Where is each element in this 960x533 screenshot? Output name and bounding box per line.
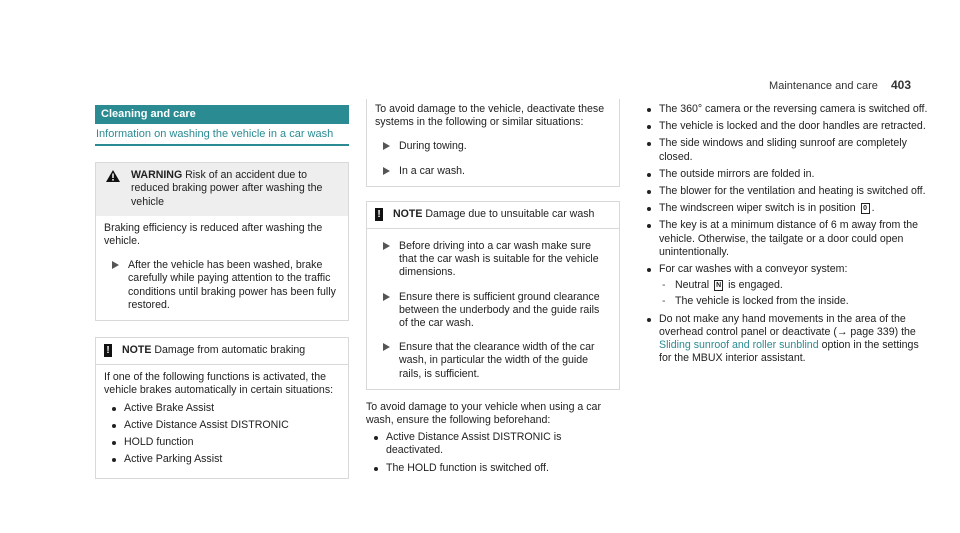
note-header: [367, 202, 619, 229]
wiper-position-key: 0: [861, 203, 870, 214]
warning-step: [104, 259, 340, 312]
page-number: 403: [890, 78, 911, 92]
warning-label: WARNING: [131, 169, 183, 182]
checklist: [639, 103, 929, 365]
note-body: [367, 240, 619, 389]
list-item: The blower for the ventilation and heating is switched off.: [639, 185, 929, 198]
column-right: [639, 99, 929, 369]
list-item: The 360° camera or the reversing camera is switched off.: [639, 103, 929, 116]
section-title: Maintenance and care: [769, 80, 878, 92]
sublist-item: - Neutral N is engaged.: [662, 279, 783, 292]
note-step: Ensure there is sufficient ground clearance between the underbody and the guide rails of the car wash.: [375, 291, 611, 331]
note-label: NOTE: [122, 344, 152, 357]
sunroof-setting-link[interactable]: Sliding sunroof and roller sunblind: [659, 339, 819, 352]
column-left: [95, 105, 349, 479]
deactivate-body: [367, 99, 619, 186]
list-item: The key is at a minimum distance of 6 m away from the vehicle. Otherwise, the tailgate or a door could open unintentionally.: [639, 219, 929, 259]
warning-header: [96, 163, 348, 216]
note-body: [96, 365, 348, 478]
note-step: Ensure that the clearance width of the car wash, in particular the width of the guide rails, is sufficient.: [375, 341, 611, 381]
preparation-paragraph: To avoid damage to your vehicle when using a car wash, ensure the following beforehand:: [366, 400, 601, 427]
note-exclamation-icon: !: [104, 344, 112, 357]
list-item: For car washes with a conveyor system: - Neutral N is engaged. - The vehicle is locked from the inside.: [639, 263, 929, 309]
sublist-item: - The vehicle is locked from the inside.: [662, 295, 849, 308]
note-box-braking: [95, 337, 349, 479]
warning-body: [96, 216, 348, 320]
note-box-carwash: [366, 201, 620, 390]
list-item: The HOLD function is switched off.: [366, 462, 620, 475]
neutral-gear-key: N: [716, 281, 722, 289]
list-item: HOLD function: [104, 436, 340, 449]
note-text: Damage due to unsuitable car wash: [425, 207, 595, 220]
section-subtitle: Information on washing the vehicle in a car wash: [95, 124, 349, 146]
note-description: If one of the following functions is activated, the vehicle brakes automatically in certain situations:: [104, 371, 334, 397]
note-header: [96, 338, 348, 365]
warning-triangle-icon: [106, 170, 120, 186]
cross-reference-arrow-icon: →: [836, 325, 848, 338]
warning-step-text: After the vehicle has been washed, brake carefully while paying attention to the traffic conditions until braking power has been fully restored.: [128, 259, 336, 311]
deactivate-step: During towing.: [375, 140, 611, 153]
page-header: [769, 79, 911, 93]
step-arrow-icon: [112, 261, 119, 269]
conveyor-sublist: [659, 279, 929, 308]
list-item: The outside mirrors are folded in.: [639, 168, 929, 181]
note-exclamation-icon: !: [375, 208, 383, 221]
list-item: Do not make any hand movements in the area of the overhead control panel or deactivate (→ page 339) the Sliding sunroof and roller sunblind option in the settings for the MBUX interior assistant.: [639, 313, 929, 366]
warning-box: [95, 162, 349, 321]
section-banner: Cleaning and care: [95, 105, 349, 124]
list-item: Active Parking Assist: [104, 453, 340, 466]
deactivate-box: [366, 99, 620, 187]
list-item: Active Brake Assist: [104, 402, 340, 415]
deactivate-intro: To avoid damage to the vehicle, deactivate these systems in the following or similar situations:: [375, 103, 605, 129]
list-item: Active Distance Assist DISTRONIC is deactivated.: [366, 431, 620, 457]
note-text: Damage from automatic braking: [154, 344, 306, 357]
list-item: The side windows and sliding sunroof are completely closed.: [639, 137, 929, 163]
warning-description: Braking efficiency is reduced after washing the vehicle.: [104, 221, 323, 248]
note-step: Before driving into a car wash make sure that the car wash is suitable for the vehicle dimensions.: [375, 240, 611, 280]
column-middle: [366, 99, 620, 479]
function-list: [104, 402, 340, 467]
deactivate-step: In a car wash.: [375, 165, 611, 178]
list-item: The vehicle is locked and the door handles are retracted.: [639, 120, 929, 133]
list-item: Active Distance Assist DISTRONIC: [104, 419, 340, 432]
preparation-list: [366, 431, 620, 475]
list-item: The windscreen wiper switch is in position 0 .: [639, 202, 929, 215]
warning-text: Risk of an accident due to reduced braking power after washing the vehicle: [131, 169, 323, 208]
note-label: NOTE: [393, 207, 423, 220]
